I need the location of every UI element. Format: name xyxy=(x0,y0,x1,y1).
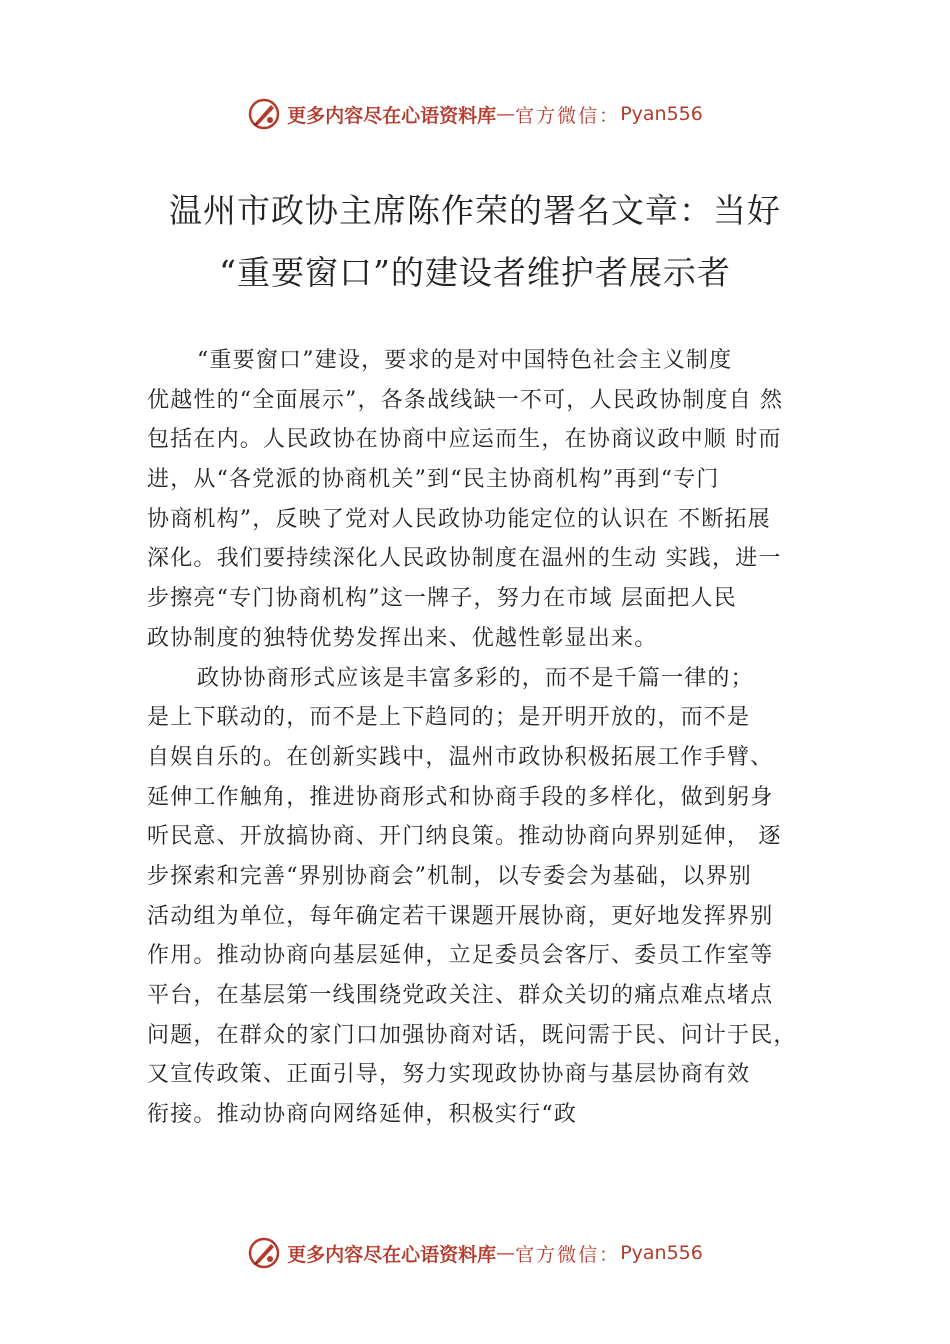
text-line: 步探索和完善“界别协商会”机制，以专委会为基础，以界别 xyxy=(147,863,752,889)
pen-logo-icon xyxy=(247,1236,281,1270)
text-line: 优越性的“全面展示”，各条战线缺一不可，人民政协制度自 然 xyxy=(147,387,784,413)
paragraph-1 xyxy=(147,341,837,659)
text-line: 问题，在群众的家门口加强协商对话，既问需于民、问计于民， xyxy=(147,1022,797,1048)
text-line: 延伸工作触角，推进协商形式和协商手段的多样化，做到躬身 xyxy=(147,784,774,810)
text-line: 深化。我们要持续深化人民政协制度在温州的生动 实践，进一 xyxy=(147,546,782,572)
watermark-handle: Pyan556 xyxy=(620,1242,703,1264)
watermark-brand: 更多内容尽在心语资料库 xyxy=(287,1243,497,1266)
watermark-label: 官方微信： xyxy=(515,1243,621,1266)
watermark-dash: — xyxy=(496,103,516,125)
text-line: 是上下联动的，而不是上下趋同的；是开明开放的，而不是 xyxy=(147,705,751,731)
pen-logo-icon xyxy=(247,97,281,131)
text-line: 作用。推动协商向基层延伸，立足委员会客厅、委员工作室等 xyxy=(147,943,774,969)
text-line: “重要窗口”建设，要求的是对中国特色社会主义制度 xyxy=(197,348,733,373)
watermark-dash: — xyxy=(496,1242,516,1264)
watermark-handle: Pyan556 xyxy=(620,103,703,125)
text-line: 包括在内。人民政协在协商中应运而生，在协商议政中顺 时而 xyxy=(147,427,782,453)
text-line: 政协协商形式应该是丰富多彩的，而不是千篇一律的； xyxy=(197,665,754,691)
text-line: 衔接。推动协商向网络延伸，积极实行“政 xyxy=(147,1102,578,1128)
watermark-banner-bottom xyxy=(0,1233,950,1273)
text-line: 自娱自乐的。在创新实践中，温州市政协积极拓展工作手臂、 xyxy=(147,744,774,770)
watermark-label: 官方微信： xyxy=(515,104,621,127)
watermark-brand: 更多内容尽在心语资料库 xyxy=(287,104,497,127)
paragraph-2 xyxy=(147,659,837,1135)
text-line: 政协制度的独特优势发挥出来、优越性彰显出来。 xyxy=(147,625,658,651)
text-line: 步擦亮“专门协商机构”这一牌子，努力在市域 层面把人民 xyxy=(147,586,737,612)
document-body xyxy=(147,341,837,1135)
document-title xyxy=(0,180,950,304)
text-line: 活动组为单位，每年确定若干课题开展协商，更好地发挥界别 xyxy=(147,903,774,929)
text-line: 协商机构”，反映了党对人民政协功能定位的认识在 不断拓展 xyxy=(147,506,771,532)
text-line: 又宣传政策、正面引导，努力实现政协协商与基层协商有效 xyxy=(147,1062,751,1088)
title-line: 温州市政协主席陈作荣的署名文章：当好 xyxy=(169,191,781,230)
text-line: 听民意、开放搞协商、开门纳良策。推动协商向界别延伸， 逐 xyxy=(147,824,782,850)
text-line: 平台，在基层第一线围绕党政关注、群众关切的痛点难点堵点 xyxy=(147,983,774,1008)
title-line: “重要窗口”的建设者维护者展示者 xyxy=(219,253,731,292)
watermark-banner-top xyxy=(0,94,950,134)
text-line: 进，从“各党派的协商机关”到“民主协商机构”再到“专门 xyxy=(147,467,720,493)
